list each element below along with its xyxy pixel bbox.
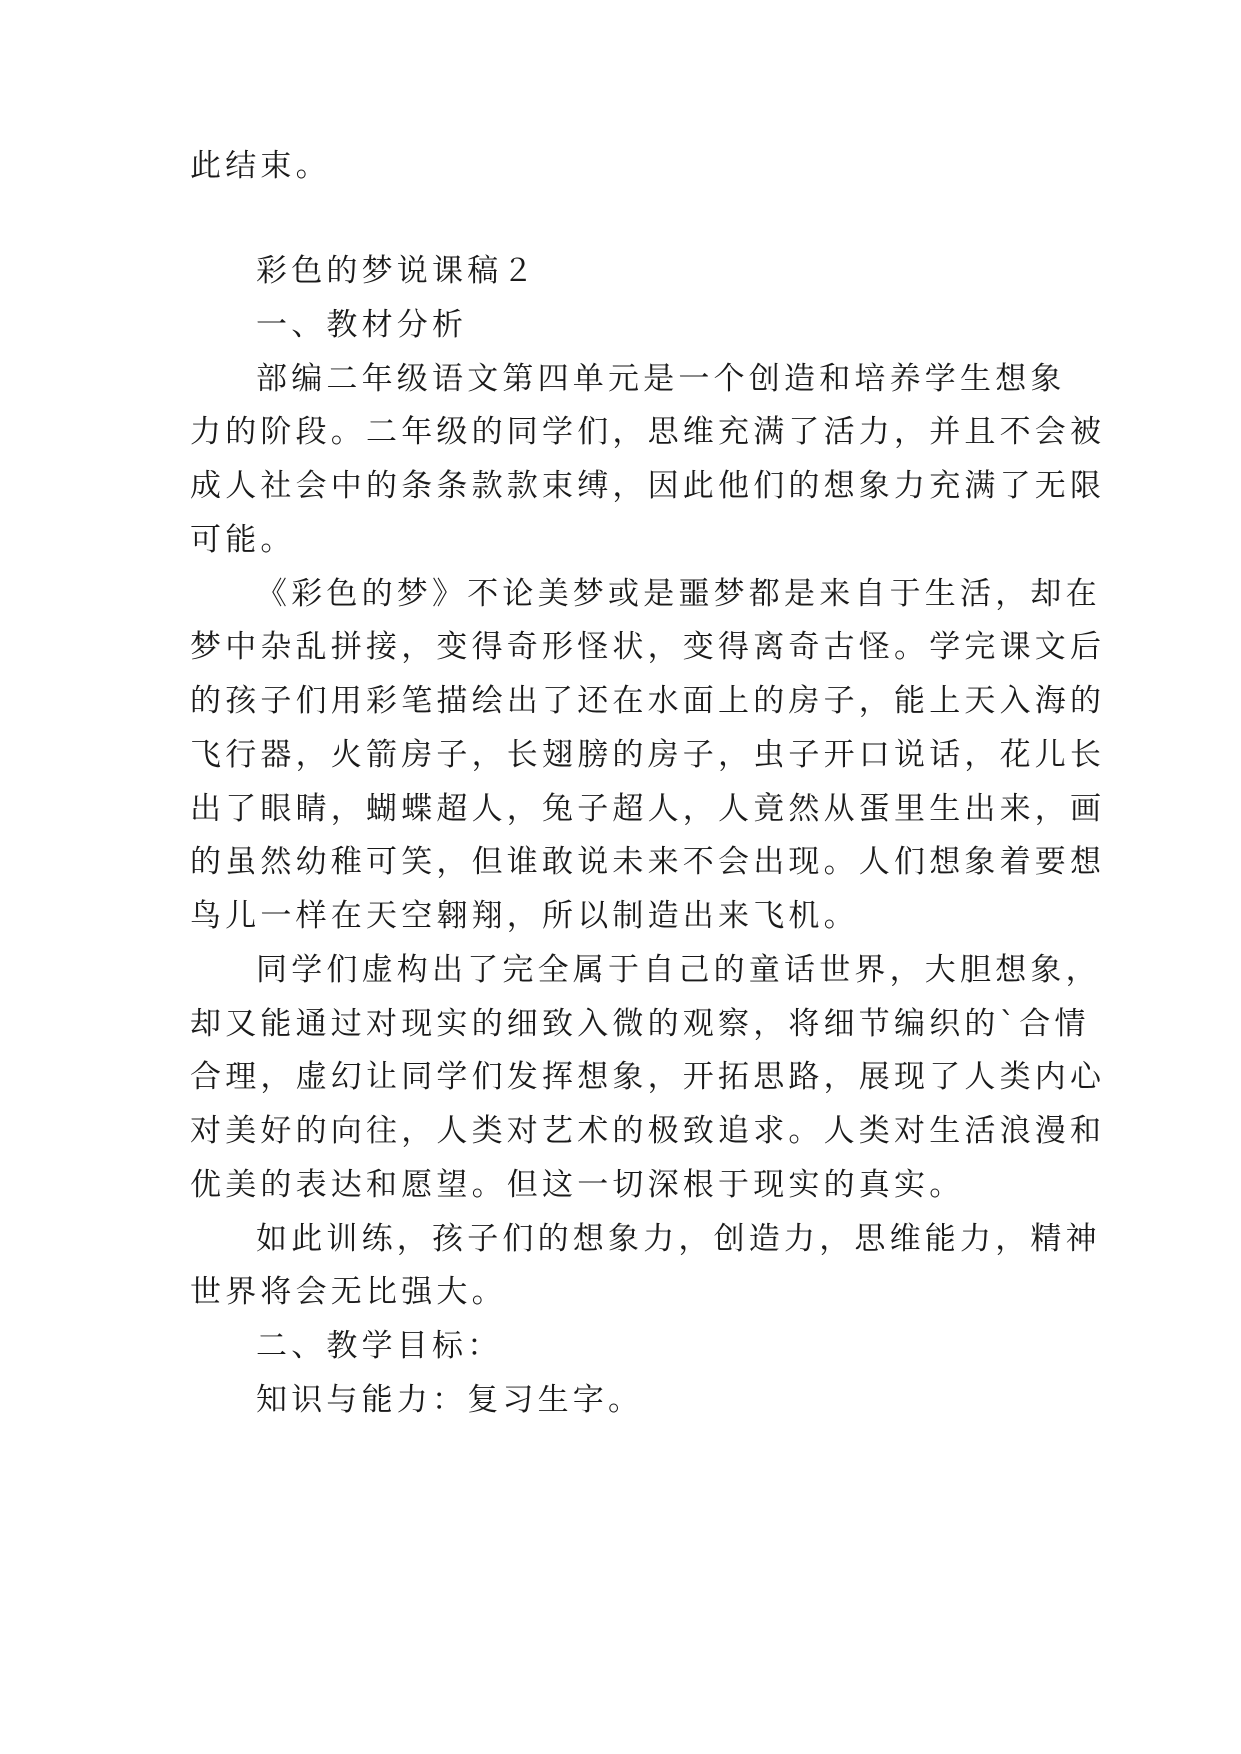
text-line: 优美的表达和愿望。但这一切深根于现实的真实。	[190, 1167, 965, 1203]
text-line: 如此训练，孩子们的想象力，创造力，思维能力，精神	[256, 1221, 1101, 1257]
text-line: 力的阶段。二年级的同学们，思维充满了活力，并且不会被	[190, 414, 1106, 450]
text-line: 鸟儿一样在天空翱翔，所以制造出来飞机。	[190, 898, 859, 934]
text-line: 的虽然幼稚可笑，但谁敢说未来不会出现。人们想象着要想	[190, 844, 1106, 880]
text-line: 的孩子们用彩笔描绘出了还在水面上的房子，能上天入海的	[190, 683, 1106, 719]
text-line: 世界将会无比强大。	[190, 1274, 507, 1310]
text-line: 对美好的向往，人类对艺术的极致追求。人类对生活浪漫和	[190, 1113, 1106, 1149]
heading: 二、教学目标：	[256, 1328, 503, 1364]
text-line: 同学们虚构出了完全属于自己的童话世界，大胆想象，	[256, 952, 1101, 988]
text-line: 知识与能力：复习生字。	[256, 1382, 644, 1418]
text-line: 梦中杂乱拼接，变得奇形怪状，变得离奇古怪。学完课文后	[190, 629, 1106, 665]
section-title: 彩色的梦说课稿２	[256, 253, 538, 289]
heading: 一、教材分析	[256, 307, 468, 343]
text-line: 部编二年级语文第四单元是一个创造和培养学生想象	[256, 361, 1066, 397]
text-line: 《彩色的梦》不论美梦或是噩梦都是来自于生活，却在	[256, 576, 1101, 612]
text-line: 此结束。	[190, 148, 331, 184]
text-line: 合理，虚幻让同学们发挥想象，开拓思路，展现了人类内心	[190, 1059, 1106, 1095]
text-line: 却又能通过对现实的细致入微的观察，将细节编织的`合情	[190, 1006, 1090, 1042]
text-line: 可能。	[190, 522, 296, 558]
text-line: 出了眼睛，蝴蝶超人，兔子超人，人竟然从蛋里生出来，画	[190, 791, 1106, 827]
text-line: 飞行器，火箭房子，长翅膀的房子，虫子开口说话，花儿长	[190, 737, 1106, 773]
text-line: 成人社会中的条条款款束缚，因此他们的想象力充满了无限	[190, 468, 1106, 504]
